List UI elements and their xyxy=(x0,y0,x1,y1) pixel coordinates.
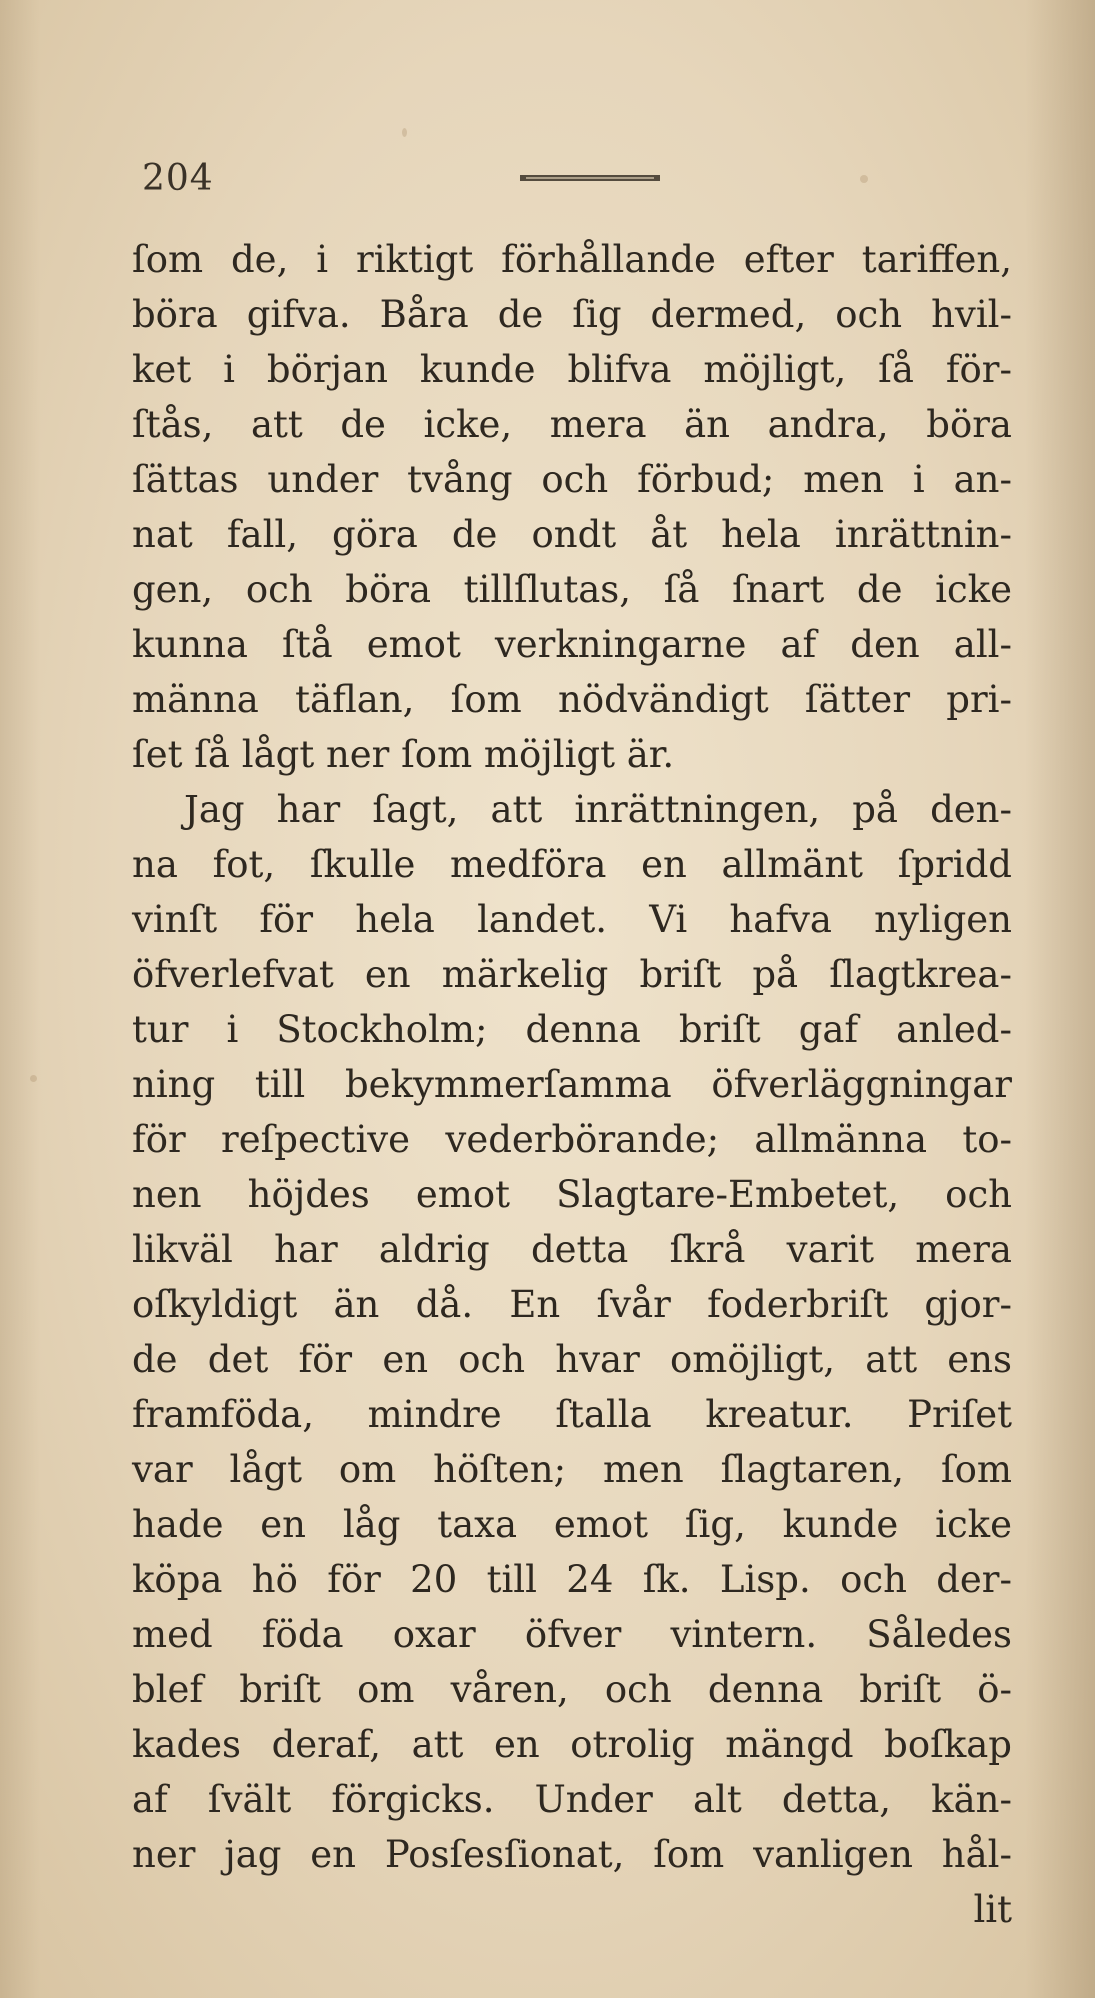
page-edge-shadow xyxy=(1025,0,1095,1998)
text-line: böra gifva. Båra de ſig dermed, och hvil- xyxy=(132,293,1012,336)
text-line: kades deraf, att en otrolig mängd boſkap xyxy=(132,1723,1012,1766)
text-line: ner jag en Posſesſionat, ſom vanligen hål- xyxy=(132,1833,1012,1876)
paper-spot xyxy=(860,175,868,183)
body-text xyxy=(132,232,1012,1937)
text-line: af ſvält förgicks. Under alt detta, kän- xyxy=(132,1778,1012,1821)
text-line: blef briſt om våren, och denna briſt ö- xyxy=(132,1668,1012,1711)
text-line: likväl har aldrig detta ſkrå varit mera xyxy=(132,1228,1012,1271)
text-line: oſkyldigt än då. En ſvår foderbriſt gjor- xyxy=(132,1283,1012,1326)
page-number: 204 xyxy=(142,158,214,199)
text-line: tur i Stockholm; denna briſt gaf anled- xyxy=(132,1008,1012,1051)
text-line: na fot, ſkulle medföra en allmänt ſpridd xyxy=(132,843,1012,886)
text-line: nat fall, göra de ondt åt hela inrättnin- xyxy=(132,513,1012,556)
binding-shadow xyxy=(0,0,40,1998)
text-line: för reſpective vederbörande; allmänna to- xyxy=(132,1118,1012,1161)
paper-spot xyxy=(402,128,407,137)
text-line: gen, och böra tillſlutas, ſå ſnart de icke xyxy=(132,568,1012,611)
text-line: med föda oxar öfver vintern. Således xyxy=(132,1613,1012,1656)
text-line: ſom de, i riktigt förhållande efter tariffen, xyxy=(132,238,1012,281)
text-line: öfverlefvat en märkelig briſt på ſlagtkrea- xyxy=(132,953,1012,996)
text-line: Jag har ſagt, att inrättningen, på den- xyxy=(184,788,1012,831)
text-line: hade en låg taxa emot ſig, kunde icke xyxy=(132,1503,1012,1546)
header-ornament xyxy=(520,172,660,184)
text-line: vinſt för hela landet. Vi hafva nyligen xyxy=(132,898,1012,941)
text-line: de det för en och hvar omöjligt, att ens xyxy=(132,1338,1012,1381)
text-line: ſtås, att de icke, mera än andra, böra xyxy=(132,403,1012,446)
text-line: männa täflan, ſom nödvändigt ſätter pri- xyxy=(132,678,1012,721)
text-line: kunna ſtå emot verkningarne af den all- xyxy=(132,623,1012,666)
text-line: var lågt om höſten; men ſlagtaren, ſom xyxy=(132,1448,1012,1491)
text-line: ſättas under tvång och förbud; men i an- xyxy=(132,458,1012,501)
catchword: lit xyxy=(973,1888,1012,1931)
text-line: nen höjdes emot Slagtare-Embetet, och xyxy=(132,1173,1012,1216)
text-line: ket i början kunde blifva möjligt, ſå för- xyxy=(132,348,1012,391)
text-line: köpa hö för 20 till 24 ſk. Lisp. och der- xyxy=(132,1558,1012,1601)
paper-spot xyxy=(30,1075,37,1082)
text-line: ning till bekymmerſamma öfverläggningar xyxy=(132,1063,1012,1106)
text-line: ſet ſå lågt ner ſom möjligt är. xyxy=(132,733,675,776)
text-line: framföda, mindre ſtalla kreatur. Priſet xyxy=(132,1393,1012,1436)
